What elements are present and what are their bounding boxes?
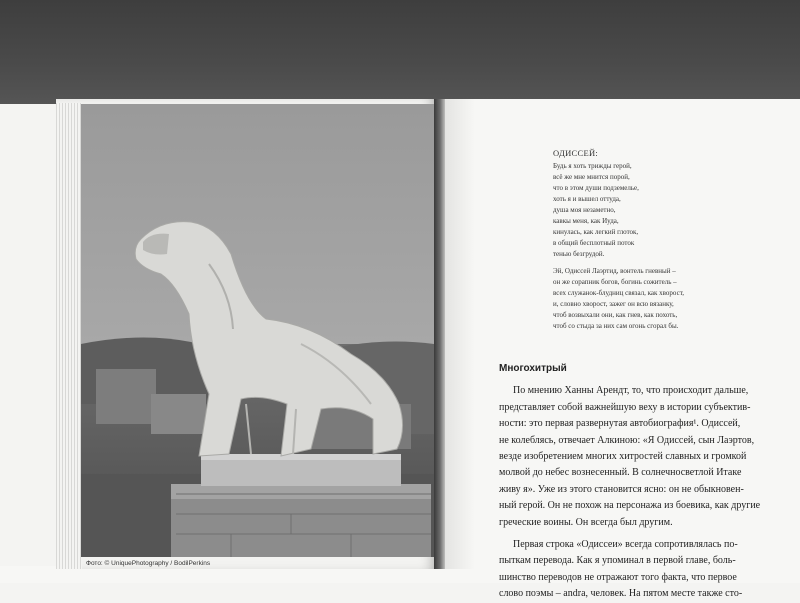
poem-line: всех служанок-блудниц связал, как хворост, [553,289,684,297]
text-line: не колеблясь, отвечает Алкиною: «Я Одиссей, сын Лаэртов, [499,434,755,446]
text-line: слово поэмы – andra, человек. На пятом месте также сто- [499,588,743,600]
poem-line: Будь я хоть трижды герой, [553,162,632,170]
text-line: молвой до небес вознесенный. В солнечносветлой Итаке [499,467,742,479]
poem-line: кавкы меня, как Иуда, [553,217,619,225]
lion-statue-photo [81,104,434,557]
page-edges [56,103,82,569]
poem-line: он же сорапник богов, богинь сожитель – [553,278,677,286]
open-book [56,99,800,600]
text-line: ный герой. Он не похож на персонажа из боевика, как другие [499,500,761,512]
poem-line: душа моя незаметно, [553,206,616,214]
text-line: шинство переводов не отражают того факта, что первое [499,571,737,583]
text-line: ности: это первая развернутая автобиография¹. Одиссей, [499,418,741,430]
text-line: живу я». Уже из этого становится ясно: он не обыкновен- [499,483,744,495]
text-line: греческие воины. Он всегда был другим. [499,516,673,528]
poem-epigraph [553,148,793,332]
body-text [499,361,789,603]
poem-line: тенью безгрудой. [553,250,605,258]
text-line: везде изобретением многих хитростей славных и громкой [499,451,747,463]
poem-stanza-2 [553,266,793,332]
poem-line: в общий бесплотный поток [553,239,635,247]
photo-caption: Фото: © UniquePhotography / BodilPerkins [86,560,211,567]
text-line: представляет собой важнейшую веху в истории субъектив- [499,401,751,413]
poem-line: Эй, Одиссей Лаэртид, вонтель гневный – [553,267,676,275]
poem-line: и, словно хворост, зажег он всю вязанку, [553,300,674,308]
poem-line: хоть я и вышел оттуда, [553,195,621,203]
poem-line: чтоб со стыда за них сам огонь сгорал бы. [553,322,679,330]
paragraph-2 [499,537,789,603]
text-line: Первая строка «Одиссеи» всегда сопротивлялась по- [513,539,738,551]
poem-line: кинулась, как легкий глоток, [553,228,639,236]
poem-line: что в этом души подземелье, [553,184,639,192]
poem-stanza-1 [553,161,793,260]
text-line: По мнению Ханны Арендт, то, что происходит дальше, [513,385,749,397]
poem-speaker: ОДИССЕЙ: [553,148,599,158]
poem-line: всё же мне мнится порой, [553,173,630,181]
right-page [445,99,800,600]
text-line: пыткам перевода. Как я упоминал в первой главе, боль- [499,555,736,567]
section-title: Многохитрый [499,363,567,374]
paragraph-1 [499,383,789,531]
scanner-background [0,0,800,104]
poem-line: чтоб возвыхали они, как гнев, как похоть, [553,311,678,319]
left-page [56,99,436,569]
